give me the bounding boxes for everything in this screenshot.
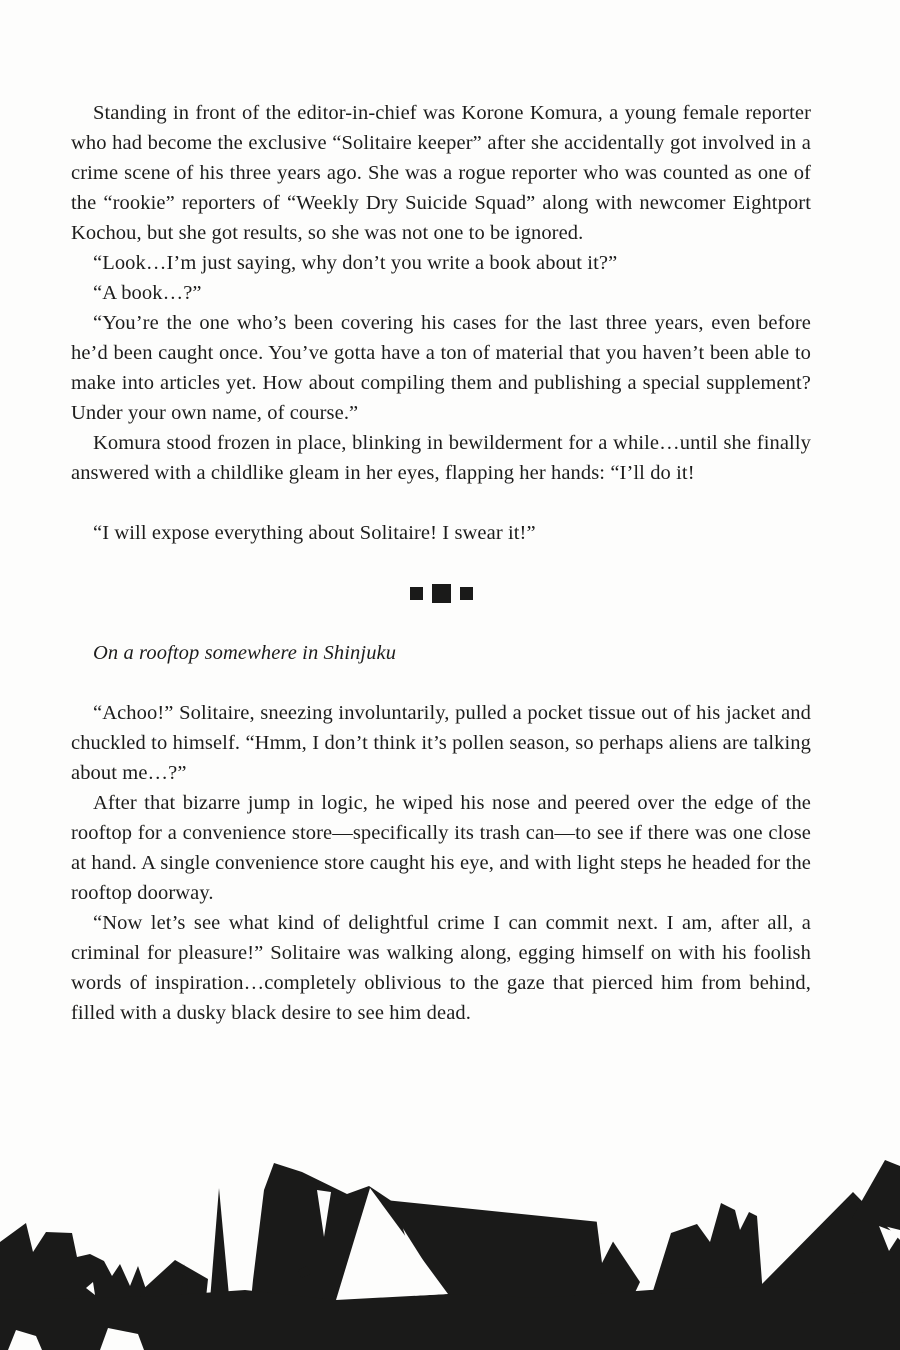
- scene-break-square-icon: [410, 587, 423, 600]
- text-column: [71, 98, 811, 1028]
- scene-break-square-icon: [432, 584, 451, 603]
- paragraph: “Achoo!” Solitaire, sneezing involuntarily, pulled a pocket tissue out of his jacket and chuckled to himself. “Hmm, I don’t think it’s pollen season, so perhaps aliens are talking about me…?”: [71, 702, 811, 784]
- torn-paper-decoration: [0, 1130, 900, 1350]
- scene-break-square-icon: [460, 587, 473, 600]
- paragraph: After that bizarre jump in logic, he wiped his nose and peered over the edge of the rooftop for a convenience store—specifically its trash can—to see if there was one close at hand. A single convenience store caught his eye, and with light steps he headed for the rooftop doorway.: [71, 792, 811, 904]
- paragraph: “A book…?”: [93, 282, 202, 304]
- paragraph: “Now let’s see what kind of delightful crime I can commit next. I am, after all, a criminal for pleasure!” Solitaire was walking along, egging himself on with his foolish words of inspiration…completely oblivious to the gaze that pierced him from behind, filled with a dusky black desire to see him dead.: [71, 912, 811, 1024]
- paragraph: Komura stood frozen in place, blinking in bewilderment for a while…until she finally answered with a childlike gleam in her eyes, flapping her hands: “I’ll do it!: [71, 432, 811, 484]
- torn-shard: [852, 1160, 900, 1230]
- paragraph: “Look…I’m just saying, why don’t you write a book about it?”: [93, 252, 618, 274]
- paragraph: “You’re the one who’s been covering his cases for the last three years, even before he’d been caught once. You’ve gotta have a ton of material that you haven’t been able to make into articles yet. How about compiling them and publishing a special supplement? Under your own name, of course.”: [71, 312, 811, 424]
- scene-break-ornament: [71, 578, 811, 608]
- paragraph: “I will expose everything about Solitaire! I swear it!”: [93, 522, 536, 544]
- scene-header: On a rooftop somewhere in Shinjuku: [93, 642, 397, 664]
- paragraph: Standing in front of the editor-in-chief was Korone Komura, a young female reporter who had become the exclusive “Solitaire keeper” after she accidentally got involved in a crime scene of his three years ago. She was a rogue reporter who was counted as one of the “rookie” reporters of “Weekly Dry Suicide Squad” along with newcomer Eightport Kochou, but she got results, so she was not one to be ignored.: [71, 102, 811, 244]
